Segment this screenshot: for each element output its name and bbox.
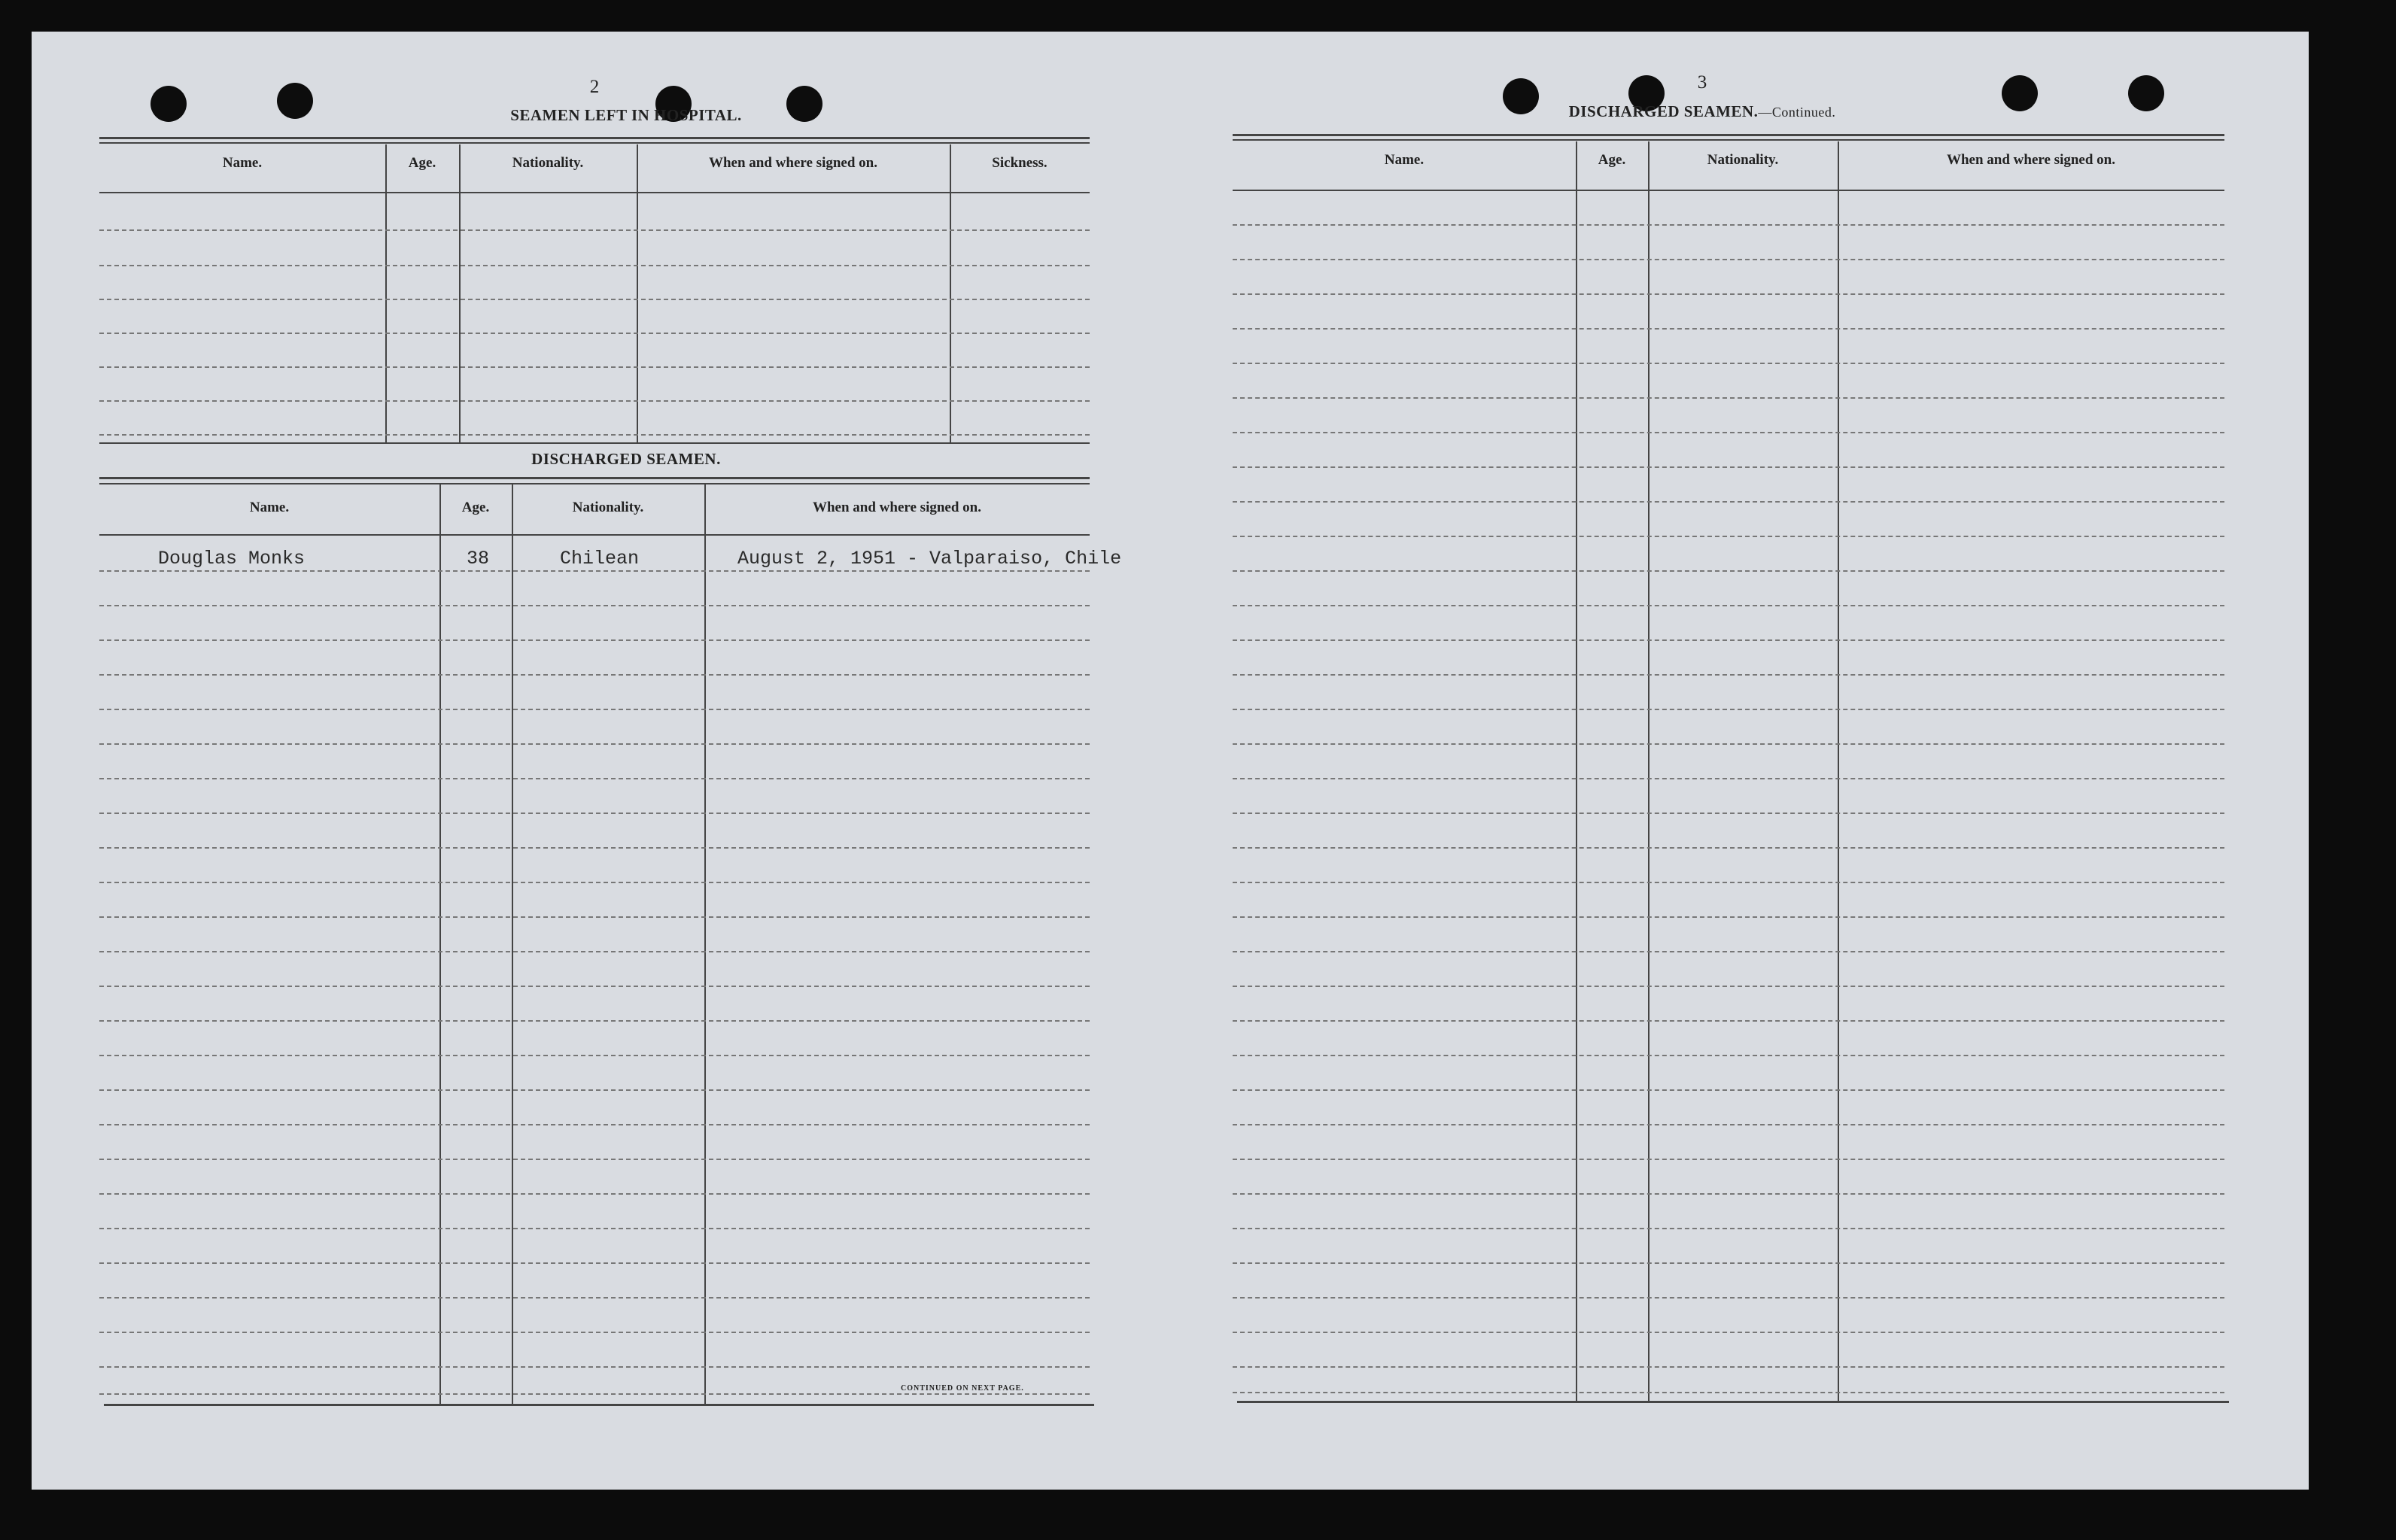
ruled-line xyxy=(1233,397,2224,399)
ruled-line xyxy=(1233,1193,2224,1195)
ruled-line xyxy=(99,299,1090,300)
ruled-line xyxy=(1233,1020,2224,1022)
ruled-line xyxy=(99,1124,1090,1125)
ruled-line xyxy=(1233,1332,2224,1333)
rule xyxy=(1233,134,2224,136)
ruled-line xyxy=(1233,466,2224,468)
ruled-line xyxy=(99,951,1090,952)
seaman-name: Douglas Monks xyxy=(158,548,306,570)
column-divider xyxy=(950,144,951,444)
rule xyxy=(99,142,1090,144)
ruled-line xyxy=(1233,536,2224,537)
ruled-line xyxy=(1233,916,2224,918)
ruled-line xyxy=(99,1089,1090,1091)
ruled-line xyxy=(1233,813,2224,814)
ruled-line xyxy=(1233,224,2224,226)
ruled-line xyxy=(99,1228,1090,1229)
column-divider xyxy=(1838,141,1839,1401)
ruled-line xyxy=(99,882,1090,883)
ruled-line xyxy=(1233,363,2224,364)
section-title: DISCHARGED SEAMEN. xyxy=(531,450,721,468)
column-header-nationality: Nationality. xyxy=(512,155,584,171)
column-header-age: Age. xyxy=(1598,152,1626,168)
seaman-age: 38 xyxy=(467,548,490,570)
document-sheet xyxy=(32,32,2309,1490)
column-header-sickness: Sickness. xyxy=(992,155,1047,171)
ruled-line xyxy=(99,916,1090,918)
punch-hole xyxy=(2002,75,2038,111)
punch-hole xyxy=(2128,75,2164,111)
ruled-line xyxy=(99,570,1090,572)
ruled-line xyxy=(99,709,1090,710)
column-divider xyxy=(1648,141,1650,1401)
ruled-line xyxy=(99,1159,1090,1160)
column-divider xyxy=(1576,141,1577,1401)
ruled-line xyxy=(99,605,1090,606)
ruled-line xyxy=(99,1332,1090,1333)
ruled-line xyxy=(1233,1366,2224,1368)
column-header-age: Age. xyxy=(408,155,436,171)
rule xyxy=(1233,190,2224,191)
ruled-line xyxy=(99,400,1090,402)
ruled-line xyxy=(1233,1228,2224,1229)
ruled-line xyxy=(1233,1089,2224,1091)
ruled-line xyxy=(1233,1392,2224,1393)
column-divider xyxy=(459,144,461,444)
ruled-line xyxy=(1233,778,2224,779)
ruled-line xyxy=(99,813,1090,814)
column-header-name: Name. xyxy=(222,155,263,171)
ruled-line xyxy=(1233,951,2224,952)
rule xyxy=(99,534,1090,536)
ruled-line xyxy=(1233,1297,2224,1299)
column-header-signed-on: When and where signed on. xyxy=(812,500,981,515)
seaman-signed-on: August 2, 1951 - Valparaiso, Chile xyxy=(737,548,1122,570)
ruled-line xyxy=(99,639,1090,641)
ruled-line xyxy=(99,778,1090,779)
ruled-line xyxy=(99,1055,1090,1056)
ruled-line xyxy=(99,1020,1090,1022)
column-divider xyxy=(439,484,441,1404)
ruled-line xyxy=(99,847,1090,849)
ruled-line xyxy=(1233,328,2224,330)
rule xyxy=(99,483,1090,484)
ruled-line xyxy=(1233,1055,2224,1056)
ruled-line xyxy=(99,1297,1090,1299)
column-divider xyxy=(512,484,513,1404)
column-header-name: Name. xyxy=(249,500,290,515)
ruled-line xyxy=(99,1193,1090,1195)
rule xyxy=(99,477,1090,479)
ruled-line xyxy=(1233,293,2224,295)
section-title: SEAMEN LEFT IN HOSPITAL. xyxy=(510,106,742,124)
rule xyxy=(104,1404,1094,1406)
ruled-line xyxy=(1233,1159,2224,1160)
ruled-line xyxy=(1233,986,2224,987)
ruled-line xyxy=(1233,847,2224,849)
ruled-line xyxy=(99,1366,1090,1368)
ruled-line xyxy=(99,986,1090,987)
ruled-line xyxy=(1233,570,2224,572)
ruled-line xyxy=(99,1262,1090,1264)
ruled-line xyxy=(99,434,1090,436)
rule xyxy=(99,442,1090,444)
ruled-line xyxy=(99,1393,1090,1395)
column-divider xyxy=(385,144,387,444)
page-number: 2 xyxy=(589,77,600,97)
column-header-nationality: Nationality. xyxy=(1707,152,1779,168)
ruled-line xyxy=(1233,639,2224,641)
ruled-line xyxy=(1233,743,2224,745)
punch-hole xyxy=(277,83,313,119)
column-header-signed-on: When and where signed on. xyxy=(708,155,877,171)
ruled-line xyxy=(1233,709,2224,710)
rule xyxy=(99,192,1090,193)
seaman-nationality: Chilean xyxy=(560,548,640,570)
ruled-line xyxy=(1233,605,2224,606)
column-divider xyxy=(637,144,638,444)
rule xyxy=(1237,1401,2229,1403)
column-header-signed-on: When and where signed on. xyxy=(1946,152,2115,168)
ruled-line xyxy=(1233,259,2224,260)
section-title-text: DISCHARGED SEAMEN. xyxy=(1568,102,1759,120)
column-divider xyxy=(704,484,706,1404)
page-number: 3 xyxy=(1697,72,1707,93)
ruled-line xyxy=(99,743,1090,745)
rule xyxy=(99,137,1090,139)
ruled-line xyxy=(99,674,1090,676)
ruled-line xyxy=(1233,674,2224,676)
ruled-line xyxy=(99,265,1090,266)
rule xyxy=(1233,139,2224,141)
punch-hole xyxy=(151,86,187,122)
ruled-line xyxy=(1233,882,2224,883)
ruled-line xyxy=(1233,1124,2224,1125)
column-header-name: Name. xyxy=(1384,152,1425,168)
ruled-line xyxy=(99,333,1090,334)
ruled-line xyxy=(99,366,1090,368)
column-header-nationality: Nationality. xyxy=(572,500,644,515)
ruled-line xyxy=(1233,501,2224,503)
ruled-line xyxy=(1233,1262,2224,1264)
continued-note: CONTINUED ON NEXT PAGE. xyxy=(901,1384,1024,1393)
ruled-line xyxy=(1233,432,2224,433)
section-title-suffix: —Continued. xyxy=(1758,105,1836,120)
column-header-age: Age. xyxy=(461,500,490,515)
ruled-line xyxy=(99,229,1090,231)
section-title xyxy=(1484,102,1920,121)
